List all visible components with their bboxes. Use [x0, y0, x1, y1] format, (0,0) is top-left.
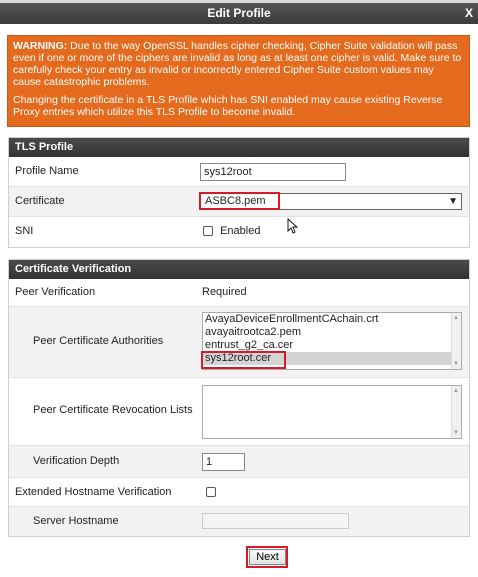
- peer-ca-option[interactable]: AvayaDeviceEnrollmentCAchain.crt: [205, 313, 379, 325]
- sni-row: [9, 217, 469, 247]
- dialog-titlebar: [0, 3, 478, 24]
- sni-checkbox-group: [203, 225, 260, 237]
- next-button[interactable]: Next: [249, 549, 286, 565]
- tls-profile-section: [8, 137, 470, 248]
- close-icon[interactable]: X: [464, 6, 473, 20]
- warning-text-1: Due to the way OpenSSL handles cipher checking, Cipher Suite validation will pass even if one or more of the ciphers are invalid as long as at least one cipher is valid. Make sure to carefully check your entry as invalid or incorrectly entered Cipher Suite custom values may cause catastrophic problems.: [13, 40, 462, 88]
- mouse-cursor-icon: [287, 218, 299, 234]
- sni-checkbox[interactable]: [203, 226, 213, 236]
- extended-hostname-checkbox[interactable]: [206, 487, 216, 497]
- scroll-down-icon[interactable]: ▼: [453, 361, 459, 367]
- extended-hostname-label: Extended Hostname Verification: [15, 486, 172, 498]
- peer-ca-option-selected[interactable]: sys12root.cer: [203, 352, 461, 365]
- warning-box: [7, 35, 470, 127]
- profile-name-input[interactable]: [200, 163, 346, 181]
- peer-crl-listbox[interactable]: [202, 385, 462, 439]
- extended-hostname-row: [9, 478, 469, 507]
- warning-paragraph-1: [13, 40, 464, 88]
- peer-ca-label: Peer Certificate Authorities: [33, 335, 164, 347]
- verification-depth-label: Verification Depth: [33, 455, 120, 467]
- profile-name-label: Profile Name: [15, 165, 79, 177]
- verification-depth-input[interactable]: [202, 453, 245, 471]
- warning-text-2: Changing the certificate in a TLS Profile which has SNI enabled may cause existing Reverse Proxy entries which utilize this TLS Profile to become invalid.: [13, 94, 443, 118]
- server-hostname-input[interactable]: [202, 513, 349, 529]
- scroll-up-icon[interactable]: ▲: [453, 315, 459, 321]
- profile-name-row: [9, 157, 469, 187]
- listbox-scrollbar[interactable]: [451, 313, 461, 369]
- certificate-select[interactable]: [200, 193, 462, 210]
- peer-verification-value: Required: [202, 286, 247, 298]
- scroll-down-icon[interactable]: ▼: [453, 430, 459, 436]
- certificate-label: Certificate: [15, 195, 65, 207]
- verification-depth-row: [9, 446, 469, 478]
- peer-verification-label: Peer Verification: [15, 286, 96, 298]
- peer-verification-row: [9, 279, 469, 307]
- peer-crl-row: [9, 378, 469, 446]
- listbox-scrollbar[interactable]: [451, 386, 461, 438]
- peer-ca-row: [9, 307, 469, 378]
- cert-verification-section: [8, 259, 470, 537]
- scroll-up-icon[interactable]: ▲: [453, 388, 459, 394]
- peer-crl-label: Peer Certificate Revocation Lists: [33, 404, 193, 416]
- server-hostname-row: [9, 507, 469, 536]
- certificate-selected-value: ASBC8.pem: [205, 195, 266, 207]
- peer-ca-option[interactable]: entrust_g2_ca.cer: [205, 339, 294, 351]
- chevron-down-icon: ▼: [448, 196, 458, 207]
- server-hostname-label: Server Hostname: [33, 515, 119, 527]
- warning-heading: WARNING:: [13, 40, 68, 52]
- dialog-title: Edit Profile: [207, 6, 271, 20]
- sni-enabled-label: Enabled: [220, 225, 261, 237]
- peer-ca-listbox[interactable]: [202, 312, 462, 370]
- sni-label: SNI: [15, 225, 34, 237]
- cert-verification-heading: Certificate Verification: [9, 260, 469, 279]
- peer-ca-option[interactable]: avayaitrootca2.pem: [205, 326, 301, 338]
- tls-profile-heading: TLS Profile: [9, 138, 469, 157]
- certificate-row: [9, 187, 469, 217]
